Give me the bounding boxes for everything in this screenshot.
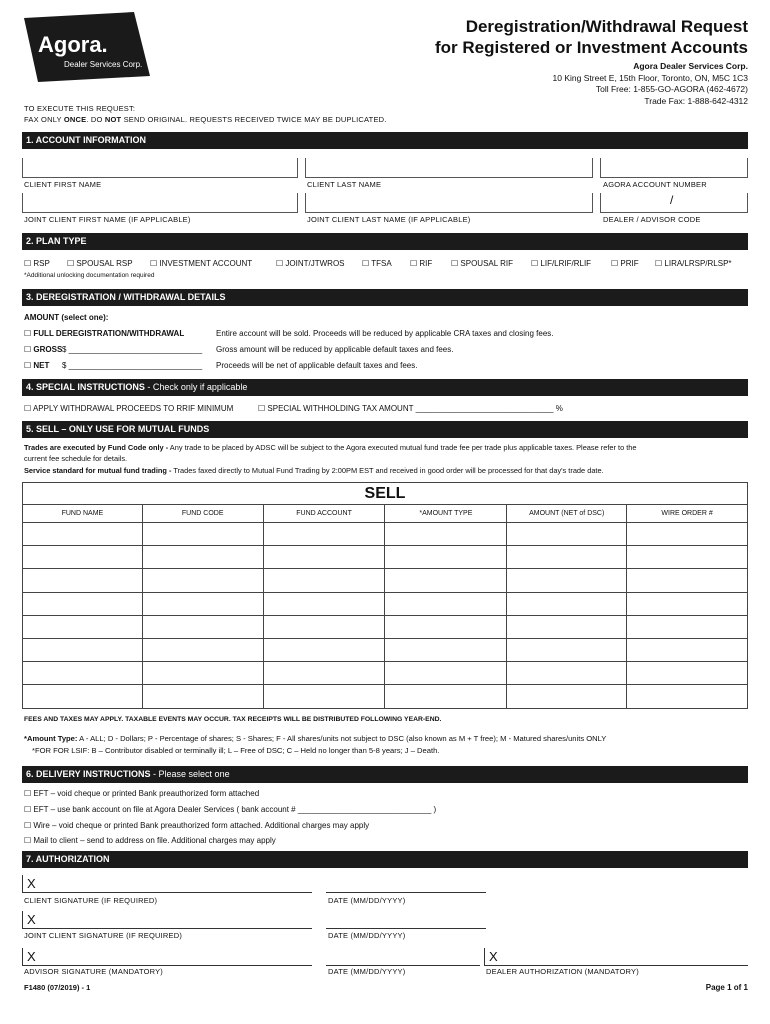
- client-signature-field[interactable]: X: [22, 875, 312, 893]
- withholding-tax-checkbox[interactable]: ☐ SPECIAL WITHHOLDING TAX AMOUNT _______________________________ %: [258, 404, 563, 413]
- title-line-1: Deregistration/Withdrawal Request: [465, 17, 748, 36]
- advisor-signature-field[interactable]: X: [22, 948, 312, 966]
- section-special-instructions: 4. SPECIAL INSTRUCTIONS - Check only if applicable: [22, 379, 748, 396]
- joint-date-field[interactable]: [326, 911, 486, 929]
- plan-rif-checkbox[interactable]: ☐ RIF: [410, 259, 433, 268]
- agora-logo: [24, 12, 150, 82]
- plan-note: *Additional unlocking documentation required: [24, 272, 155, 279]
- table-cell[interactable]: [627, 615, 748, 638]
- table-row: [23, 569, 748, 592]
- table-row: [23, 685, 748, 708]
- trades-note-2: current fee schedule for details.: [24, 454, 128, 463]
- table-cell[interactable]: [142, 523, 263, 546]
- table-cell[interactable]: [142, 592, 263, 615]
- table-cell[interactable]: [23, 523, 143, 546]
- execute-line-2: FAX ONLY ONCE. DO NOT SEND ORIGINAL. REQUESTS RECEIVED TWICE MAY BE DUPLICATED.: [24, 115, 387, 124]
- advisor-date-field[interactable]: [326, 948, 480, 966]
- table-cell[interactable]: [23, 569, 143, 592]
- delivery-mail[interactable]: ☐ Mail to client – send to address on file. Additional charges may apply: [24, 836, 276, 845]
- table-cell[interactable]: [263, 546, 385, 569]
- section-plan-type: 2. PLAN TYPE: [22, 233, 748, 250]
- client-date-field[interactable]: [326, 875, 486, 893]
- plan-tfsa-checkbox[interactable]: ☐ TFSA: [362, 259, 392, 268]
- col-fund-code: FUND CODE: [142, 505, 263, 523]
- table-cell[interactable]: [627, 685, 748, 708]
- toll-free: Toll Free: 1-855-GO-AGORA (462-4672): [595, 84, 748, 94]
- table-cell[interactable]: [507, 615, 627, 638]
- delivery-eft-void-cheque[interactable]: ☐ EFT – void cheque or printed Bank preauthorized form attached: [24, 789, 260, 798]
- logo-tagline: Dealer Services Corp.: [64, 60, 143, 69]
- joint-first-name-field[interactable]: [22, 193, 298, 213]
- table-cell[interactable]: [142, 662, 263, 685]
- table-cell[interactable]: [23, 662, 143, 685]
- table-cell[interactable]: [507, 546, 627, 569]
- table-cell[interactable]: [385, 638, 507, 661]
- table-cell[interactable]: [507, 685, 627, 708]
- title-line-2: for Registered or Investment Accounts: [435, 38, 748, 57]
- table-cell[interactable]: [263, 638, 385, 661]
- table-cell[interactable]: [23, 638, 143, 661]
- page-number: Page 1 of 1: [705, 983, 748, 992]
- delivery-eft-on-file[interactable]: ☐ EFT – use bank account on file at Agora Dealer Services ( bank account # ______________________________ ): [24, 805, 437, 814]
- form-title: [435, 16, 748, 58]
- table-cell[interactable]: [263, 615, 385, 638]
- code-separator: /: [670, 193, 674, 207]
- table-cell[interactable]: [263, 569, 385, 592]
- table-cell[interactable]: [507, 662, 627, 685]
- plan-spousal-rsp-checkbox[interactable]: ☐ SPOUSAL RSP: [67, 259, 133, 268]
- plan-spousal-rif-checkbox[interactable]: ☐ SPOUSAL RIF: [451, 259, 513, 268]
- gross-desc: Gross amount will be reduced by applicable default taxes and fees.: [216, 345, 454, 354]
- table-cell[interactable]: [507, 569, 627, 592]
- table-cell[interactable]: [385, 685, 507, 708]
- service-standard-note: Service standard for mutual fund trading - Trades faxed directly to Mutual Fund Trading by 2:00PM EST and received in good order will be processed for that day's trade date.: [24, 466, 604, 475]
- table-cell[interactable]: [142, 685, 263, 708]
- section-authorization: 7. AUTHORIZATION: [22, 851, 748, 868]
- table-cell[interactable]: [23, 685, 143, 708]
- table-cell[interactable]: [507, 638, 627, 661]
- sell-table: [22, 504, 748, 709]
- table-cell[interactable]: [142, 546, 263, 569]
- advisor-signature-label: ADVISOR SIGNATURE (MANDATORY): [24, 967, 164, 976]
- joint-signature-field[interactable]: X: [22, 911, 312, 929]
- agora-account-number-field[interactable]: [600, 158, 748, 178]
- execute-instructions: [24, 103, 387, 125]
- company-info: [553, 61, 748, 107]
- table-row: [23, 523, 748, 546]
- section-sell: 5. SELL – ONLY USE FOR MUTUAL FUNDS: [22, 421, 748, 438]
- table-cell[interactable]: [142, 569, 263, 592]
- table-cell[interactable]: [263, 685, 385, 708]
- full-deregistration-desc: Entire account will be sold. Proceeds will be reduced by applicable CRA taxes and closing fees.: [216, 329, 554, 338]
- gross-checkbox[interactable]: ☐ GROSS: [24, 345, 63, 354]
- section-deregistration-details: 3. DEREGISTRATION / WITHDRAWAL DETAILS: [22, 289, 748, 306]
- table-row: [23, 592, 748, 615]
- gross-amount-field[interactable]: $ ______________________________: [62, 345, 203, 354]
- agora-account-number-label: AGORA ACCOUNT NUMBER: [603, 180, 707, 189]
- table-row: [23, 638, 748, 661]
- amount-type-legend: *Amount Type: A - ALL; D - Dollars; P - Percentage of shares; S - Shares; F - All shares/units not subject to DSC (also known as M + T free); M - Matured shares/units ONLY: [24, 734, 607, 743]
- net-desc: Proceeds will be net of applicable default taxes and fees.: [216, 361, 418, 370]
- table-row: [23, 662, 748, 685]
- full-deregistration-checkbox[interactable]: ☐ FULL DEREGISTRATION/WITHDRAWAL: [24, 329, 185, 338]
- company-name: Agora Dealer Services Corp.: [633, 61, 748, 71]
- table-cell[interactable]: [385, 592, 507, 615]
- form-id: F1480 (07/2019) - 1: [24, 983, 91, 992]
- client-date-label: DATE (MM/DD/YYYY): [328, 896, 406, 905]
- table-cell[interactable]: [385, 546, 507, 569]
- col-wire-order: WIRE ORDER #: [627, 505, 748, 523]
- advisor-date-label: DATE (MM/DD/YYYY): [328, 967, 406, 976]
- joint-date-label: DATE (MM/DD/YYYY): [328, 931, 406, 940]
- rrif-minimum-checkbox[interactable]: ☐ APPLY WITHDRAWAL PROCEEDS TO RRIF MINIMUM: [24, 404, 234, 413]
- sell-table-header: [23, 505, 748, 523]
- trades-note: Trades are executed by Fund Code only - Any trade to be placed by ADSC will be subject to the Agora executed mutual fund trade fee per trade plus applicable taxes. Please refer to the: [24, 443, 637, 452]
- col-amount-net: AMOUNT (NET of DSC): [507, 505, 627, 523]
- amount-type-legend-2: *FOR FOR LSIF: B – Contributor disabled or terminally ill; L – Free of DSC; C – Held no longer than 5-8 years; J – Death.: [32, 746, 440, 755]
- dealer-authorization-label: DEALER AUTHORIZATION (MANDATORY): [486, 967, 639, 976]
- plan-rsp-checkbox[interactable]: ☐ RSP: [24, 259, 50, 268]
- amount-select-label: AMOUNT (select one):: [24, 313, 109, 322]
- dealer-advisor-code-field[interactable]: [600, 193, 748, 213]
- section-delivery-instructions: 6. DELIVERY INSTRUCTIONS - Please select one: [22, 766, 748, 783]
- client-last-name-field[interactable]: [305, 158, 593, 178]
- plan-lira-checkbox[interactable]: ☐ LIRA/LRSP/RLSP*: [655, 259, 732, 268]
- table-cell[interactable]: [627, 638, 748, 661]
- table-cell[interactable]: [507, 592, 627, 615]
- section-account-information: 1. ACCOUNT INFORMATION: [22, 132, 748, 149]
- plan-lif-checkbox[interactable]: ☐ LIF/LRIF/RLIF: [531, 259, 592, 268]
- table-cell[interactable]: [263, 523, 385, 546]
- joint-last-name-label: JOINT CLIENT LAST NAME (IF APPLICABLE): [307, 215, 471, 224]
- joint-signature-label: JOINT CLIENT SIGNATURE (IF REQUIRED): [24, 931, 183, 940]
- table-cell[interactable]: [507, 523, 627, 546]
- table-cell[interactable]: [385, 662, 507, 685]
- joint-last-name-field[interactable]: [305, 193, 593, 213]
- plan-investment-account-checkbox[interactable]: ☐ INVESTMENT ACCOUNT: [150, 259, 253, 268]
- client-first-name-label: CLIENT FIRST NAME: [24, 180, 102, 189]
- table-cell[interactable]: [627, 662, 748, 685]
- table-cell[interactable]: [263, 662, 385, 685]
- table-cell[interactable]: [23, 615, 143, 638]
- client-first-name-field[interactable]: [22, 158, 298, 178]
- joint-first-name-label: JOINT CLIENT FIRST NAME (IF APPLICABLE): [24, 215, 191, 224]
- table-cell[interactable]: [263, 592, 385, 615]
- table-cell[interactable]: [23, 546, 143, 569]
- table-cell[interactable]: [385, 523, 507, 546]
- net-amount-field[interactable]: $ ______________________________: [62, 361, 203, 370]
- table-cell[interactable]: [385, 615, 507, 638]
- execute-line-1: TO EXECUTE THIS REQUEST:: [24, 104, 136, 113]
- table-cell[interactable]: [142, 615, 263, 638]
- company-address: 10 King Street E, 15th Floor, Toronto, ON, M5C 1C3: [552, 72, 748, 83]
- delivery-wire[interactable]: ☐ Wire – void cheque or printed Bank preauthorized form attached. Additional charges may apply: [24, 821, 370, 830]
- plan-prif-checkbox[interactable]: ☐ PRIF: [611, 259, 639, 268]
- table-cell[interactable]: [627, 546, 748, 569]
- table-cell[interactable]: [627, 523, 748, 546]
- trade-fax: Trade Fax: 1-888-642-4312: [644, 95, 748, 106]
- table-row: [23, 615, 748, 638]
- client-signature-label: CLIENT SIGNATURE (IF REQUIRED): [24, 896, 158, 905]
- table-cell[interactable]: [627, 592, 748, 615]
- col-fund-account: FUND ACCOUNT: [263, 505, 385, 523]
- table-cell[interactable]: [627, 569, 748, 592]
- sell-table-title: SELL: [22, 482, 748, 504]
- table-cell[interactable]: [385, 569, 507, 592]
- client-last-name-label: CLIENT LAST NAME: [307, 180, 382, 189]
- table-cell[interactable]: [142, 638, 263, 661]
- dealer-authorization-field[interactable]: X: [484, 948, 748, 966]
- net-checkbox[interactable]: ☐ NET: [24, 361, 50, 370]
- plan-joint-jtwros-checkbox[interactable]: ☐ JOINT/JTWROS: [276, 259, 345, 268]
- col-amount-type: *AMOUNT TYPE: [385, 505, 507, 523]
- dealer-advisor-code-label: DEALER / ADVISOR CODE: [603, 215, 701, 224]
- col-fund-name: FUND NAME: [23, 505, 143, 523]
- fees-note: FEES AND TAXES MAY APPLY. TAXABLE EVENTS MAY OCCUR. TAX RECEIPTS WILL BE DISTRIBUTED FOLLOWING YEAR-END.: [24, 716, 442, 723]
- logo-brand: Agora.: [38, 32, 108, 57]
- table-row: [23, 546, 748, 569]
- table-cell[interactable]: [23, 592, 143, 615]
